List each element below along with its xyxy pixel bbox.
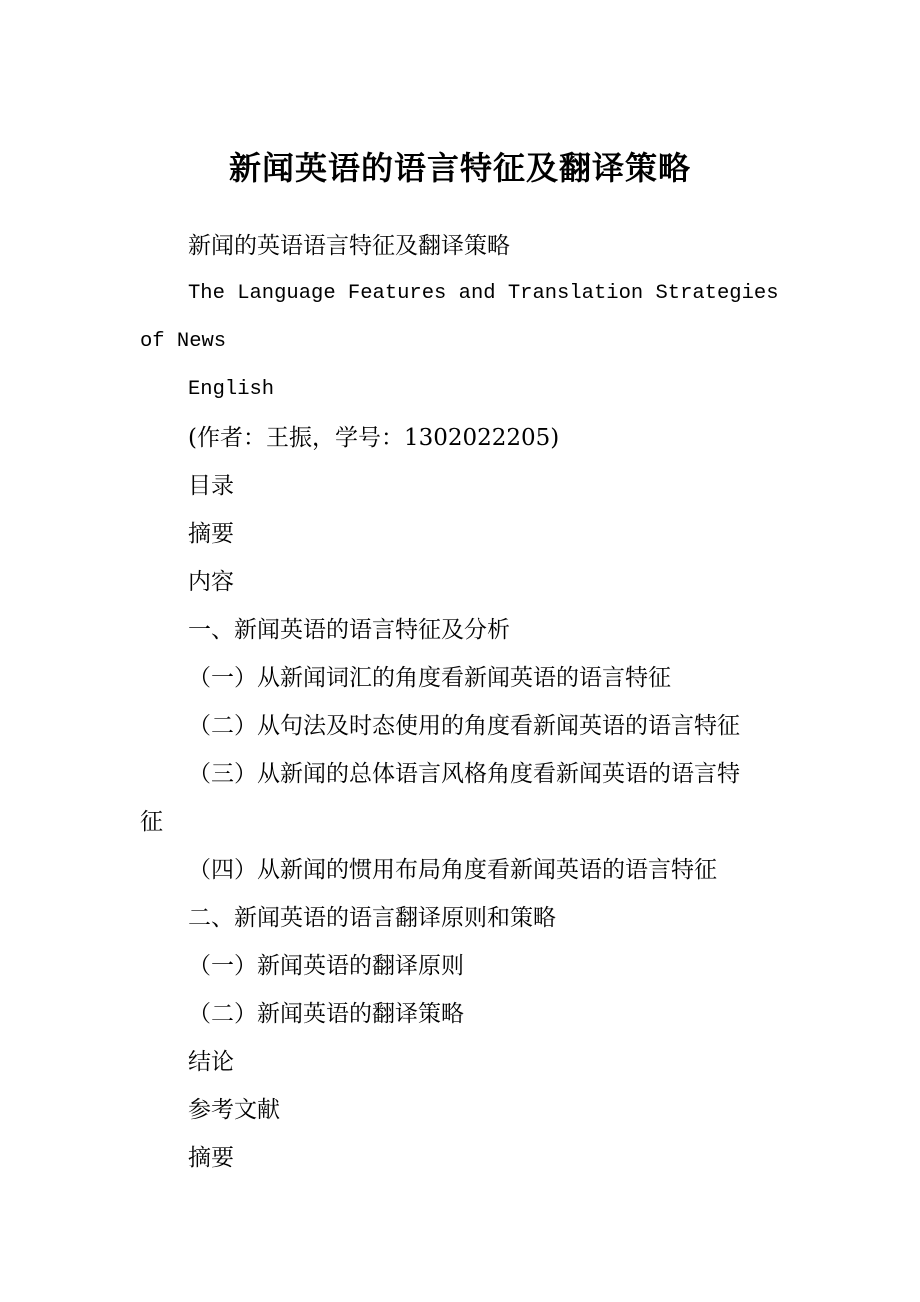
text-line: （四）从新闻的惯用布局角度看新闻英语的语言特征 xyxy=(188,857,717,883)
text-line: 结论 xyxy=(188,1049,234,1075)
text-line: 新闻的英语语言特征及翻译策略 xyxy=(188,233,510,259)
text-line: 目录 xyxy=(188,473,234,499)
text-line: （一）从新闻词汇的角度看新闻英语的语言特征 xyxy=(188,665,671,691)
text-line: of News xyxy=(140,330,227,353)
text-line: （二）新闻英语的翻译策略 xyxy=(188,1001,464,1027)
text-line: 摘要 xyxy=(188,521,234,547)
text-line: 内容 xyxy=(188,569,234,595)
text-line: 参考文献 xyxy=(188,1097,280,1123)
text-line: (作者：王振，学号：1302022205) xyxy=(188,425,560,451)
text-line: English xyxy=(188,378,275,401)
text-line: 摘要 xyxy=(188,1145,234,1171)
text-line: （三）从新闻的总体语言风格角度看新闻英语的语言特 xyxy=(188,761,740,787)
text-line: 一、新闻英语的语言特征及分析 xyxy=(188,617,510,643)
text-line: The Language Features and Translation Strategies xyxy=(188,282,779,305)
text-line: （一）新闻英语的翻译原则 xyxy=(188,953,464,979)
text-line: 征 xyxy=(140,809,163,835)
document-body xyxy=(140,222,800,1182)
text-line: （二）从句法及时态使用的角度看新闻英语的语言特征 xyxy=(188,713,740,739)
text-line: 二、新闻英语的语言翻译原则和策略 xyxy=(188,905,556,931)
document-title: 新闻英语的语言特征及翻译策略 xyxy=(228,149,691,187)
